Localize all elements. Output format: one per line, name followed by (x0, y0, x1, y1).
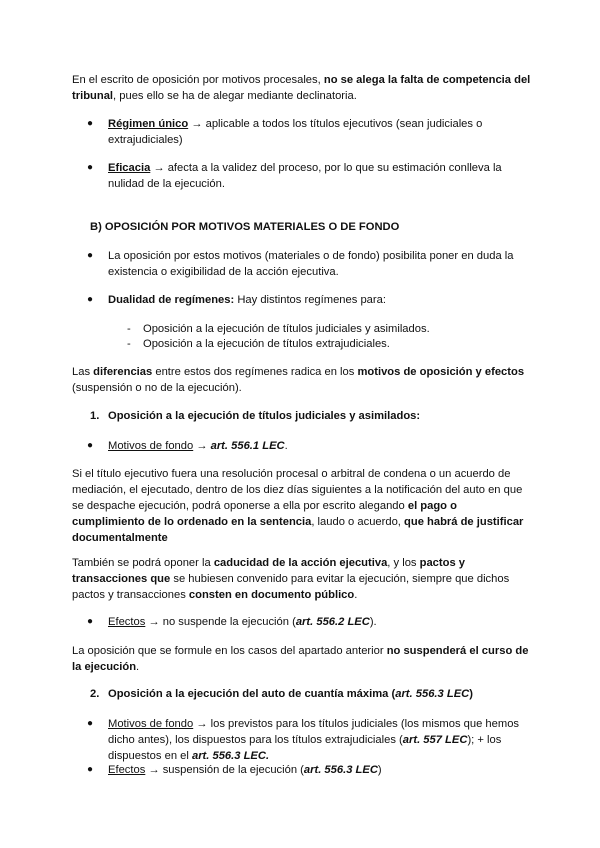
list-item-efectos-cuantia: Efectos → suspensión de la ejecución (art. 556.3 LEC) (108, 764, 382, 776)
sub-item-judiciales: Oposición a la ejecución de títulos judiciales y asimilados. (143, 323, 430, 335)
list-item-eficacia: Eficacia → afecta a la validez del proceso, por lo que su estimación conlleva la nulidad de la ejecución. (108, 162, 502, 190)
sub-item-extrajudiciales: Oposición a la ejecución de títulos extrajudiciales. (143, 338, 390, 350)
paragraph-no-suspension: La oposición que se formule en los casos del apartado anterior no suspenderá el curso de la ejecución. (72, 645, 529, 673)
list-item-regimen-unico: Régimen único → aplicable a todos los títulos ejecutivos (sean judiciales o extrajudiciales) (108, 118, 483, 146)
subsection-heading-2: Oposición a la ejecución del auto de cuantía máxima (art. 556.3 LEC) (108, 688, 473, 700)
list-item-efectos: Efectos → no suspende la ejecución (art. 556.2 LEC). (108, 616, 377, 628)
dash-marker: - (127, 338, 131, 350)
subsection-heading-1: Oposición a la ejecución de títulos judiciales y asimilados: (108, 410, 421, 422)
bullet: ● (87, 616, 94, 627)
paragraph-titulo-ejecutivo: Si el título ejecutivo fuera una resolución procesal o arbitral de condena o un acuerdo de mediación, el ejecutado, dentro de los diez días siguientes a la notificación del auto en que se despache ejecución, podrá oponerse a ella por escrito alegando el pago o cumplimiento de lo ordenado en la sentencia, laudo o acuerdo, que habrá de justificar documentalmente (72, 468, 524, 544)
section-heading-b: B) OPOSICIÓN POR MOTIVOS MATERIALES O DE FONDO (90, 221, 400, 233)
list-item-motivos-fondo-cuantia: Motivos de fondo → los previstos para los títulos judiciales (los mismos que hemos dicho antes), los dispuestos para los títulos extrajudiciales (art. 557 LEC); + los dispuestos en el art. 556.3 LEC. (108, 718, 520, 762)
bullet: ● (87, 162, 94, 173)
list-item-dualidad: Dualidad de regímenes: Hay distintos regímenes para: (108, 294, 386, 306)
dash-marker: - (127, 323, 131, 335)
paragraph-caducidad: También se podrá oponer la caducidad de la acción ejecutiva, y los pactos y transacciones que se hubiesen convenido para evitar la ejecución, siempre que dichos pactos y transacciones consten en documento público. (72, 557, 510, 601)
paragraph-diferencias: Las diferencias entre estos dos regímenes radica en los motivos de oposición y efectos (suspensión o no de la ejecución). (72, 366, 525, 394)
list-item-oposicion-fondo: La oposición por estos motivos (materiales o de fondo) posibilita poner en duda la existencia o exigibilidad de la acción ejecutiva. (108, 250, 514, 278)
bullet: ● (87, 118, 94, 129)
bullet: ● (87, 764, 94, 775)
bullet: ● (87, 440, 94, 451)
bullet: ● (87, 294, 94, 305)
heading-number: 1. (90, 410, 100, 422)
paragraph-competencia: En el escrito de oposición por motivos procesales, no se alega la falta de competencia del tribunal, pues ello se ha de alegar mediante declinatoria. (72, 74, 531, 102)
heading-number: 2. (90, 688, 100, 700)
list-item-motivos-fondo: Motivos de fondo → art. 556.1 LEC. (108, 440, 288, 452)
bullet: ● (87, 718, 94, 729)
bullet: ● (87, 250, 94, 261)
